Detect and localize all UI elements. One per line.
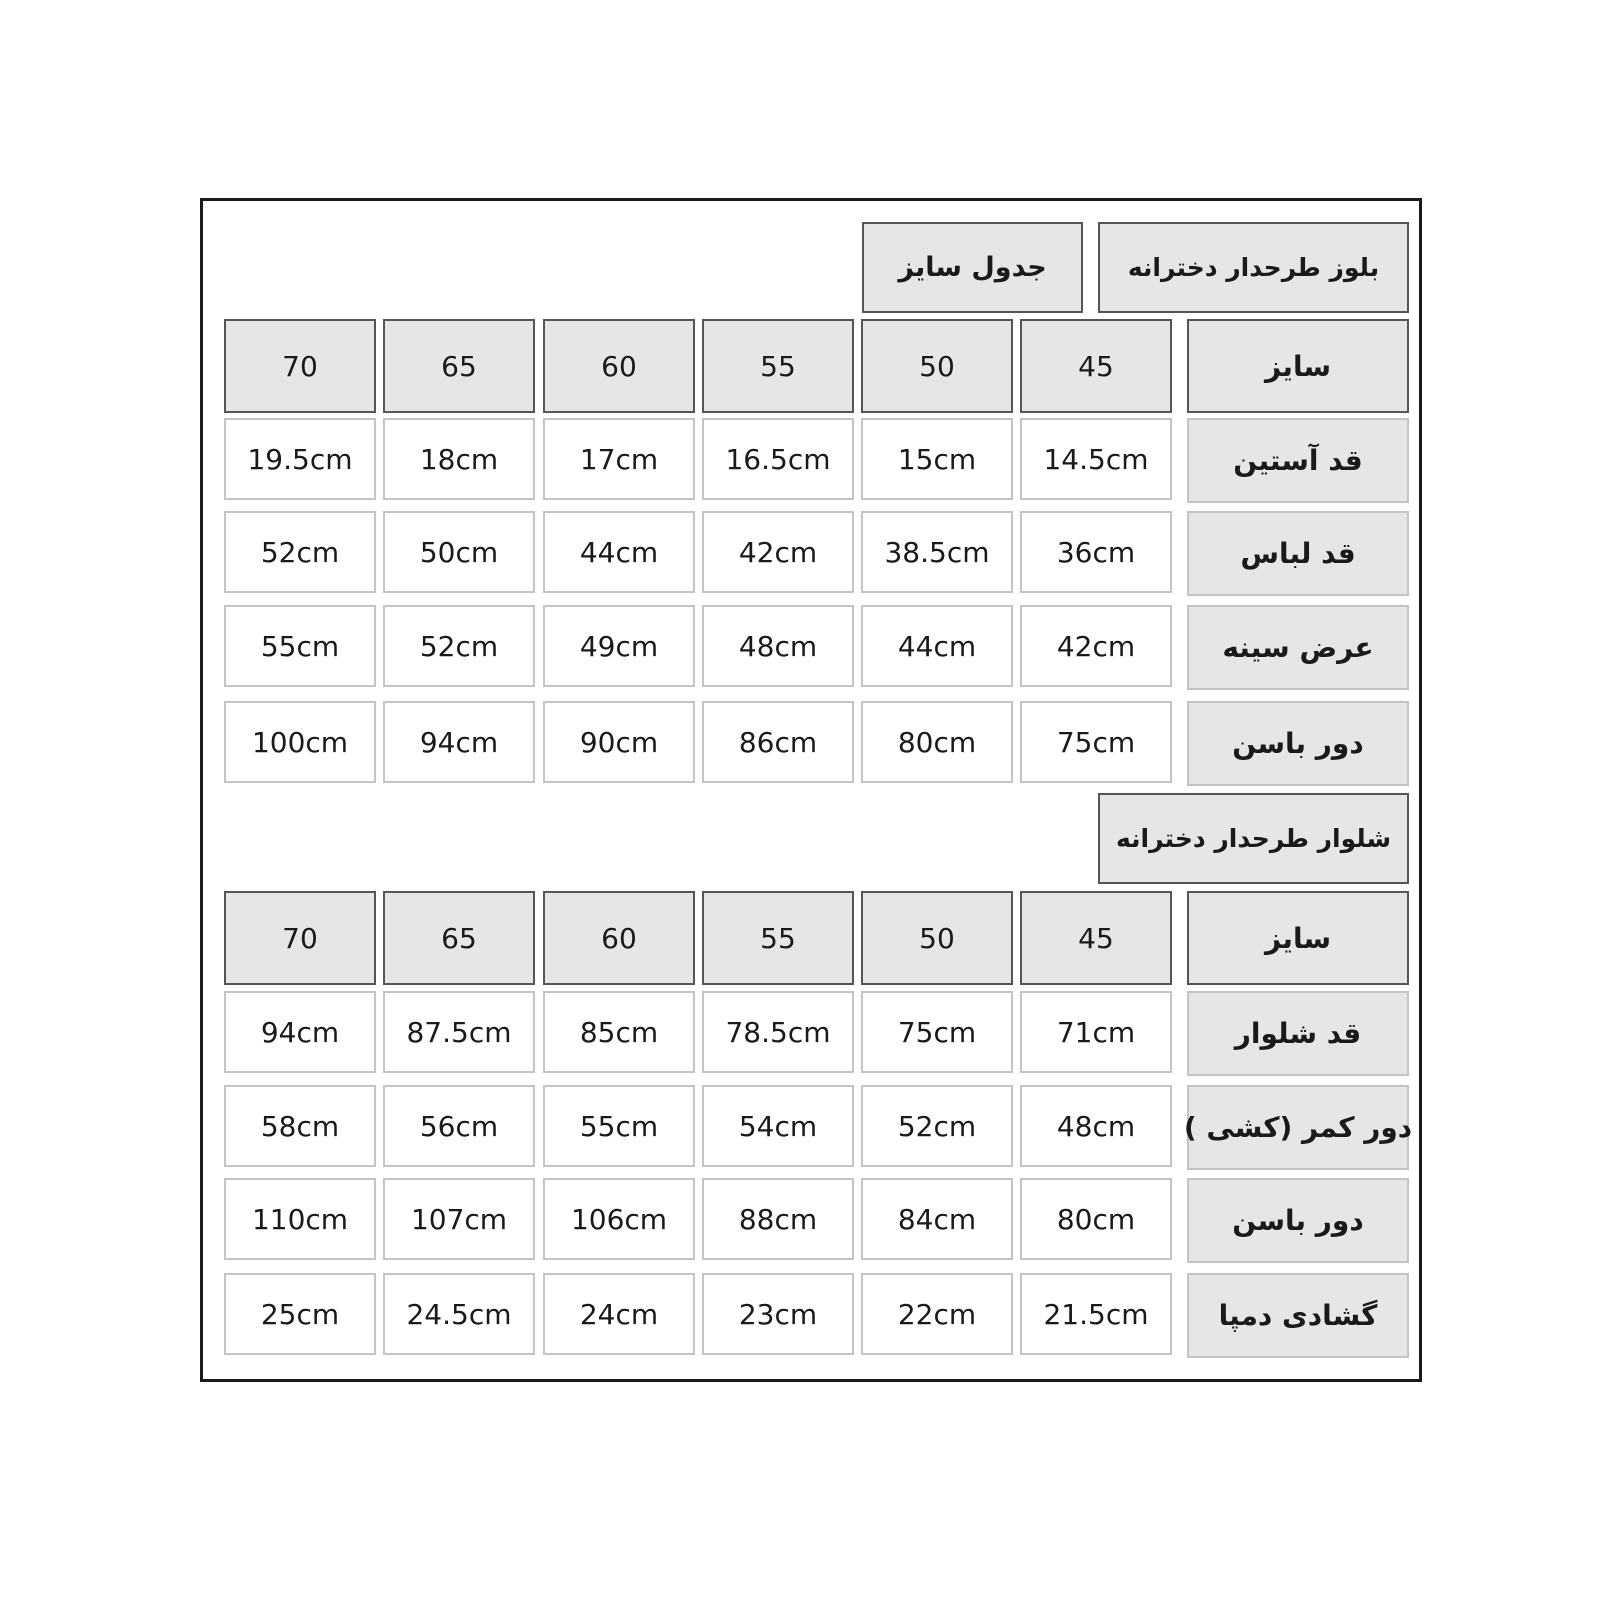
measurement-value: 48cm (1020, 1085, 1172, 1167)
size-header-cell: 55 (702, 891, 854, 985)
measurement-value: 44cm (861, 605, 1013, 687)
pants-title: شلوار طرحدار دخترانه (1098, 793, 1409, 884)
size-header-label: سایز (1187, 891, 1409, 985)
measurement-value: 75cm (1020, 701, 1172, 783)
size-header-cell: 70 (224, 319, 376, 413)
measurement-value: 36cm (1020, 511, 1172, 593)
measurement-value: 24.5cm (383, 1273, 535, 1355)
measurement-value: 14.5cm (1020, 418, 1172, 500)
size-header-cell: 60 (543, 891, 695, 985)
measurement-value: 88cm (702, 1178, 854, 1260)
measurement-value: 15cm (861, 418, 1013, 500)
measurement-value: 90cm (543, 701, 695, 783)
measurement-value: 55cm (543, 1085, 695, 1167)
size-header-cell: 50 (861, 891, 1013, 985)
measurement-value: 24cm (543, 1273, 695, 1355)
measurement-value: 78.5cm (702, 991, 854, 1073)
measurement-value: 55cm (224, 605, 376, 687)
measurement-label: قد آستین (1187, 418, 1409, 503)
size-header-cell: 65 (383, 319, 535, 413)
measurement-value: 80cm (861, 701, 1013, 783)
size-header-cell: 70 (224, 891, 376, 985)
measurement-value: 86cm (702, 701, 854, 783)
size-header-label: سایز (1187, 319, 1409, 413)
measurement-value: 50cm (383, 511, 535, 593)
measurement-label: دور باسن (1187, 701, 1409, 786)
size-header-cell: 50 (861, 319, 1013, 413)
measurement-value: 17cm (543, 418, 695, 500)
measurement-value: 100cm (224, 701, 376, 783)
measurement-value: 106cm (543, 1178, 695, 1260)
measurement-value: 52cm (861, 1085, 1013, 1167)
measurement-value: 75cm (861, 991, 1013, 1073)
size-header-cell: 60 (543, 319, 695, 413)
measurement-value: 52cm (383, 605, 535, 687)
measurement-value: 44cm (543, 511, 695, 593)
size-header-cell: 45 (1020, 319, 1172, 413)
measurement-label: قد شلوار (1187, 991, 1409, 1076)
measurement-value: 94cm (383, 701, 535, 783)
measurement-label: عرض سینه (1187, 605, 1409, 690)
measurement-value: 94cm (224, 991, 376, 1073)
measurement-value: 42cm (702, 511, 854, 593)
measurement-value: 52cm (224, 511, 376, 593)
size-header-cell: 45 (1020, 891, 1172, 985)
measurement-value: 84cm (861, 1178, 1013, 1260)
measurement-value: 107cm (383, 1178, 535, 1260)
size-header-cell: 65 (383, 891, 535, 985)
measurement-value: 49cm (543, 605, 695, 687)
measurement-value: 21.5cm (1020, 1273, 1172, 1355)
size-header-cell: 55 (702, 319, 854, 413)
measurement-value: 18cm (383, 418, 535, 500)
measurement-value: 56cm (383, 1085, 535, 1167)
measurement-value: 48cm (702, 605, 854, 687)
measurement-label: گشادی دمپا (1187, 1273, 1409, 1358)
measurement-value: 19.5cm (224, 418, 376, 500)
blouse-title: بلوز طرحدار دخترانه (1098, 222, 1409, 313)
measurement-value: 80cm (1020, 1178, 1172, 1260)
measurement-value: 58cm (224, 1085, 376, 1167)
measurement-label: دور باسن (1187, 1178, 1409, 1263)
measurement-value: 54cm (702, 1085, 854, 1167)
measurement-value: 110cm (224, 1178, 376, 1260)
measurement-value: 42cm (1020, 605, 1172, 687)
measurement-value: 25cm (224, 1273, 376, 1355)
measurement-label: دور کمر (کشی ) (1187, 1085, 1409, 1170)
measurement-value: 38.5cm (861, 511, 1013, 593)
measurement-value: 23cm (702, 1273, 854, 1355)
measurement-value: 85cm (543, 991, 695, 1073)
size-table-label: جدول سایز (862, 222, 1083, 313)
measurement-value: 16.5cm (702, 418, 854, 500)
measurement-value: 22cm (861, 1273, 1013, 1355)
measurement-value: 71cm (1020, 991, 1172, 1073)
measurement-label: قد لباس (1187, 511, 1409, 596)
measurement-value: 87.5cm (383, 991, 535, 1073)
